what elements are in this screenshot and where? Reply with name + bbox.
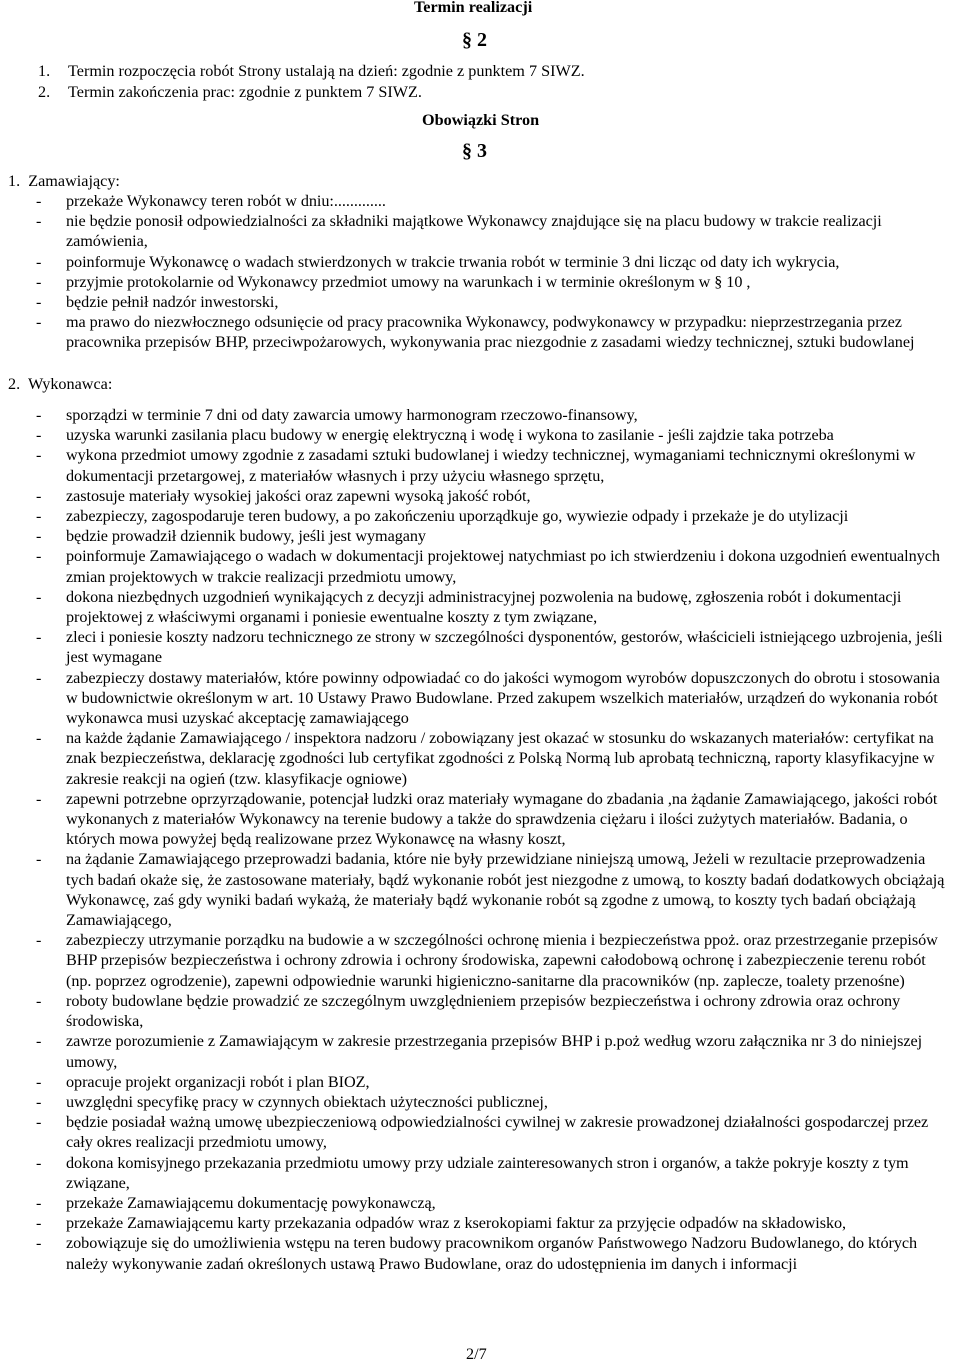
wykonawca-item: - zabezpieczy, zagospodaruje teren budowy, a po zakończeniu uporządkuje go, wywiezie odpady i przekaże je do utylizacji (36, 507, 849, 526)
wykonawca-item: - będzie prowadził dziennik budowy, jeśli jest wymagany (36, 527, 426, 546)
page-number: 2/7 (466, 1345, 487, 1363)
wykonawca-item: - roboty budowlane będzie prowadzić ze szczególnym uwzględnieniem przepisów bezpieczeństwa i ochrony zdrowia oraz ochrony środowiska, (36, 991, 901, 1031)
section2-heading: Termin realizacji (414, 0, 533, 16)
wykonawca-item: - zastosuje materiały wysokiej jakości oraz zapewni wysoką jakość robót, (36, 486, 531, 505)
zamawiajacy-label: 1. Zamawiający: (8, 172, 120, 190)
zamawiajacy-item: - będzie pełnił nadzór inwestorski, (36, 293, 279, 312)
zamawiajacy-list (36, 191, 948, 353)
wykonawca-item: - zobowiązuje się do umożliwienia wstępu na teren budowy pracownikom organów Państwowego Nadzoru Budowlanego, do których należy wykonywanie zadań określonych ustawą Prawo Budowlane, oraz do udostępnienia im danych i informacji (36, 1234, 918, 1273)
wykonawca-label: 2. Wykonawca: (8, 375, 113, 393)
wykonawca-item: - zabezpieczy dostawy materiałów, które powinny odpowiadać co do jakości wymogom wyrobów dopuszczonych do obrotu i stosowania w budownictwie określonym w art. 10 Ustawy Prawo Budowlane. Przed zakupem wszelkich materiałów, urządzeń do wykonania robót wykonawca musi uzyskać akceptację zamawiającego (36, 668, 940, 728)
section2-symbol: § 2 (462, 29, 487, 51)
wykonawca-item: - sporządzi w terminie 7 dni od daty zawarcia umowy harmonogram rzeczowo-finansowy, (36, 406, 638, 424)
wykonawca-item: - przekaże Zamawiającemu dokumentację powykonawczą, (36, 1193, 436, 1212)
wykonawca-list (36, 405, 948, 1274)
wykonawca-item: - zabezpieczy utrzymanie porządku na budowie a w szczególności ochronę mienia i bezpieczeństwa ppoż. oraz przestrzeganie przepisów BHP przepisów bezpieczeństwa i ochrony zdrowia i ochrony środowiska, zapewni całodobową ochronę i zabezpieczenie terenu robót (np. poprzez ogrodzenie), zapewni odpowiednie warunki higieniczno-sanitarne dla pracowników (np. zaplecze, toalety przenośne) (36, 931, 938, 990)
wykonawca-item: - opracuje projekt organizacji robót i plan BIOZ, (36, 1072, 370, 1091)
zamawiajacy-item: - ma prawo do niezwłocznego odsunięcie od pracy pracownika Wykonawcy, podwykonawcy w przypadku: nieprzestrzegania przez pracownika przepisów BHP, przeciwpożarowych, wykonywania prac niezgodnie z zasadami wiedzy technicznej, sztuki budowlanej (36, 313, 915, 352)
section2-item: 2. Termin zakończenia prac: zgodnie z punktem 7 SIWZ. (38, 82, 422, 101)
section3-heading: Obowiązki Stron (422, 111, 540, 129)
wykonawca-item: - dokona komisyjnego przekazania przedmiotu umowy przy udziale zainteresowanych stron i organów, a także pokryje koszty z tym związane, (36, 1153, 909, 1192)
wykonawca-item: - dokona niezbędnych uzgodnień wynikających z decyzji administracyjnej pozwolenia na budowę, zgłoszenia robót i dokumentacji projektowej z właściwymi organami i poniesie ewentualne koszty z tym związane, (36, 587, 902, 627)
wykonawca-item: - uzyska warunki zasilania placu budowy w energię elektryczną i wodę i wykona to zasilanie - jeśli zajdzie taka potrzeba (36, 426, 834, 445)
wykonawca-item: - zawrze porozumienie z Zamawiającym w zakresie przestrzegania przepisów BHP i p.poż według wzoru załącznika nr 3 do niniejszej umowy, (36, 1032, 923, 1071)
wykonawca-item: - będzie posiadał ważną umowę ubezpieczeniową odpowiedzialności cywilnej w zakresie prowadzonej działalności gospodarczej przez cały okres realizacji przedmiotu umowy, (36, 1113, 929, 1152)
zamawiajacy-item: - przekaże Wykonawcy teren robót w dniu:............. (36, 192, 386, 210)
wykonawca-item: - przekaże Zamawiającemu karty przekazania odpadów wraz z kserokopiami faktur za przyjęcie odpadów na składowisko, (36, 1214, 847, 1233)
section3-symbol: § 3 (462, 140, 487, 162)
zamawiajacy-item: - przyjmie protokolarnie od Wykonawcy przedmiot umowy na warunkach i w terminie określonym w § 10 , (36, 272, 751, 291)
wykonawca-item: - zleci i poniesie koszty nadzoru technicznego ze strony w szczególności dysponentów, gestorów, właścicieli istniejącego uzbrojenia, jeśli jest wymagane (36, 628, 943, 667)
section2-list (38, 61, 938, 102)
wykonawca-item: - poinformuje Zamawiającego o wadach w dokumentacji projektowej natychmiast po ich stwierdzeniu i dokona uzgodnień ewentualnych zmian projektowych w trakcie realizacji przedmiotu umowy, (36, 547, 940, 586)
wykonawca-item: - wykona przedmiot umowy zgodnie z zasadami sztuki budowlanej i wiedzy technicznej, wymaganiami technicznymi określonymi w dokumentacji przetargowej, z materiałów własnych i przy użyciu własnego sprzętu, (36, 446, 916, 485)
wykonawca-item: - uwzględni specyfikę pracy w czynnych obiektach użyteczności publicznej, (36, 1092, 548, 1111)
zamawiajacy-item: - poinformuje Wykonawcę o wadach stwierdzonych w trakcie trwania robót w terminie 3 dni licząc od daty ich wykrycia, (36, 252, 840, 271)
wykonawca-item: - na żądanie Zamawiającego przeprowadzi badania, które nie były przewidziane niniejszą umową, Jeżeli w rezultacie przeprowadzenia tych badań okaże się, że zastosowane materiały, bądź wykonanie robót jest niezgodne z umową, to koszty badań dodatkowych obciążają Wykonawcę, zaś gdy wyniki badań wykażą, że materiały bądź wykonanie robót są zgodne z umową, to koszty tych badań obciążają Zamawiającego, (36, 850, 945, 930)
zamawiajacy-item: - nie będzie ponosił odpowiedzialności za składniki majątkowe Wykonawcy znajdujące się na placu budowy w trakcie realizacji zamówienia, (36, 212, 882, 251)
section2-item: 1. Termin rozpoczęcia robót Strony ustalają na dzień: zgodnie z punktem 7 SIWZ. (38, 62, 585, 80)
wykonawca-item: - na każde żądanie Zamawiającego / inspektora nadzoru / zobowiązany jest okazać w stosunku do wskazanych materiałów: certyfikat na znak bezpieczeństwa, deklarację zgodności lub certyfikat zgodności z Polską Normą lub aprobatą techniczną, raporty klasyfikacyjne w zakresie reakcji na ogień (tzw. klasyfikacje ogniowe) (36, 729, 935, 788)
wykonawca-item: - zapewni potrzebne oprzyrządowanie, potencjał ludzki oraz materiały wymagane do zbadania ,na żądanie Zamawiającego, jakości robót wykonanych z materiałów Wykonawcy na terenie budowy a także do sprawdzenia ciężaru i ilości zużytych materiałów. Badania, o których mowa powyżej będą realizowane przez Wykonawcę na własny koszt, (36, 789, 938, 849)
